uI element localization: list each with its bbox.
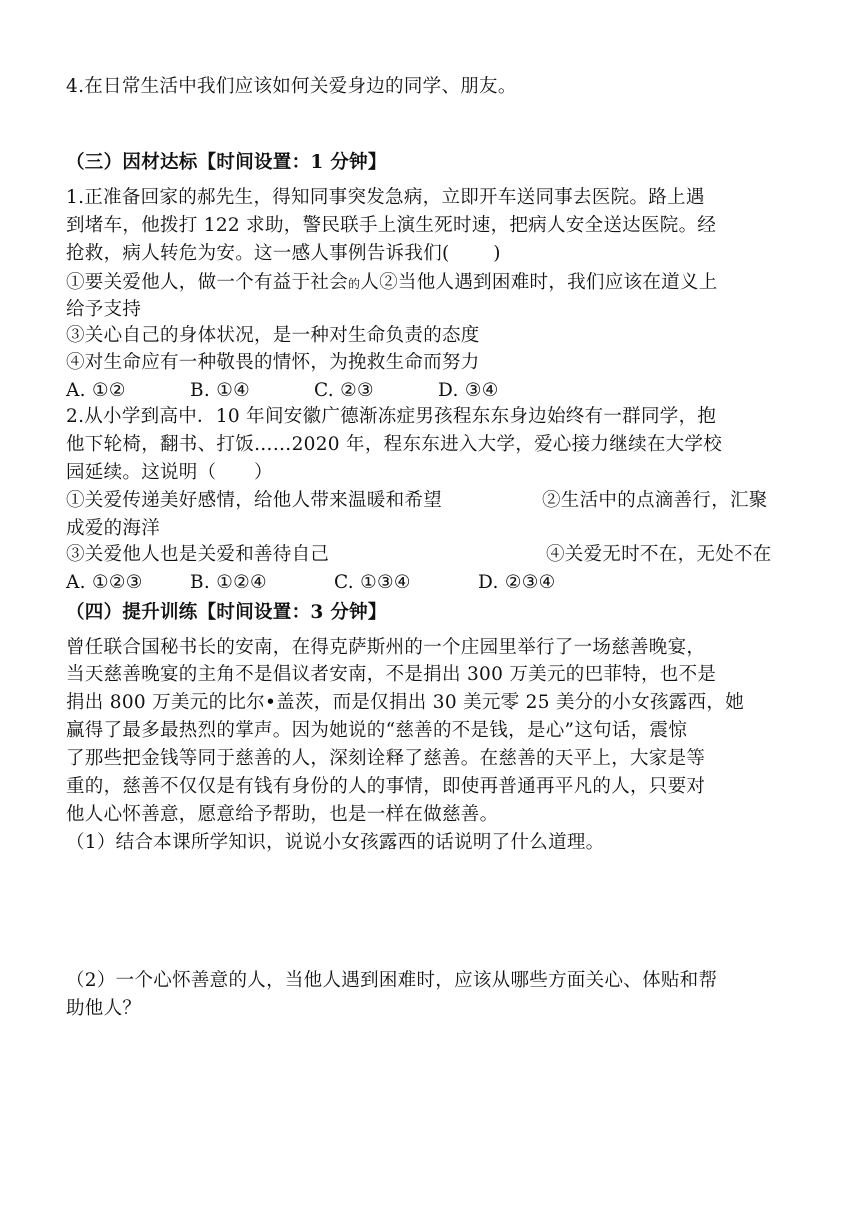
q2-stem-line-1: 2.从小学到高中．10 年间安徽广德渐冻症男孩程东东身边始终有一群同学，抱 bbox=[66, 406, 717, 427]
q1-item-1 bbox=[66, 270, 801, 297]
q1-option-b: B. ①④ bbox=[190, 380, 251, 401]
q2-stem-line-3: 园延续。这说明（ ） bbox=[66, 462, 273, 483]
q2-item-2: ②生活中的点滴善行，汇聚 bbox=[542, 490, 768, 511]
q1-option-c: C. ②③ bbox=[314, 380, 374, 401]
sub-question-1: （1）结合本课所学知识，说说小女孩露西的话说明了什么道理。 bbox=[66, 832, 605, 853]
question-4: 4.在日常生活中我们应该如何关爱身边的同学、朋友。 bbox=[66, 76, 517, 97]
q2-option-b: B. ①②④ bbox=[190, 572, 267, 593]
passage-line-5: 了那些把金钱等同于慈善的人，深刻诠释了慈善。在慈善的天平上，大家是等 bbox=[66, 748, 706, 769]
q2-option-d: D. ②③④ bbox=[478, 572, 556, 593]
q1-option-a: A. ①② bbox=[66, 380, 126, 401]
passage-line-3: 捐出 800 万美元的比尔•盖茨，而是仅捐出 30 美元零 25 美分的小女孩露西，她 bbox=[66, 692, 744, 713]
q1-stem-line-1: 1.正准备回家的郝先生，得知同事突发急病，立即开车送同事去医院。路上遇 bbox=[66, 187, 705, 208]
q2-options bbox=[66, 570, 801, 596]
q2-item-4: ④关爱无时不在，无处不在 bbox=[546, 544, 772, 565]
q1-item-4: ④对生命应有一种敬畏的情怀，为挽救生命而努力 bbox=[66, 352, 480, 373]
q1-item-1-part-b: 人②当他人遇到困难时，我们应该在道义上 bbox=[360, 272, 718, 293]
passage-line-7: 他人心怀善意，愿意给予帮助，也是一样在做慈善。 bbox=[66, 804, 499, 825]
q1-item-1-part-a: ①要关爱他人，做一个有益于社会 bbox=[66, 272, 349, 293]
q1-stem-line-3: 抢救，病人转危为安。这一感人事例告诉我们( ) bbox=[66, 243, 501, 264]
passage-line-4: 赢得了最多最热烈的掌声。因为她说的“慈善的不是钱，是心”这句话，震惊 bbox=[66, 720, 688, 741]
q2-option-c: C. ①③④ bbox=[334, 572, 411, 593]
q2-item-2-continued: 成爱的海洋 bbox=[66, 518, 161, 539]
q1-item-3: ③关心自己的身体状况，是一种对生命负责的态度 bbox=[66, 325, 480, 346]
q2-items-row-2 bbox=[66, 542, 801, 568]
passage-line-1: 曾任联合国秘书长的安南，在得克萨斯州的一个庄园里举行了一场慈善晚宴， bbox=[66, 637, 706, 658]
q1-item-1-continued: 给予支持 bbox=[66, 299, 142, 320]
sub-question-2-line-2: 助他人？ bbox=[66, 998, 142, 1019]
sub-question-2-line-1: （2）一个心怀善意的人，当他人遇到困难时，应该从哪些方面关心、体贴和帮 bbox=[66, 970, 718, 991]
q2-item-3: ③关爱他人也是关爱和善待自己 bbox=[66, 544, 330, 565]
section-4-heading: （四）提升训练【时间设置：3 分钟】 bbox=[66, 602, 387, 623]
q2-stem-line-2: 他下轮椅，翻书、打饭……2020 年，程东东进入大学，爱心接力继续在大学校 bbox=[66, 434, 723, 455]
q1-stem-line-2: 到堵车，他拨打 122 求助，警民联手上演生死时速，把病人安全送达医院。经 bbox=[66, 215, 717, 236]
passage-line-2: 当天慈善晚宴的主角不是倡议者安南，不是捐出 300 万美元的巴菲特，也不是 bbox=[66, 664, 717, 685]
q1-option-d: D. ③④ bbox=[438, 380, 499, 401]
passage-line-6: 重的，慈善不仅仅是有钱有身份的人的事情，即使再普通再平凡的人，只要对 bbox=[66, 776, 706, 797]
q2-item-1: ①关爱传递美好感情，给他人带来温暖和希望 bbox=[66, 490, 443, 511]
q2-items-row-1 bbox=[66, 488, 801, 514]
q2-option-a: A. ①②③ bbox=[66, 572, 143, 593]
section-3-heading: （三）因材达标【时间设置：1 分钟】 bbox=[66, 152, 387, 173]
q1-item-1-small-char: 的 bbox=[348, 277, 361, 291]
q1-options bbox=[66, 378, 801, 404]
